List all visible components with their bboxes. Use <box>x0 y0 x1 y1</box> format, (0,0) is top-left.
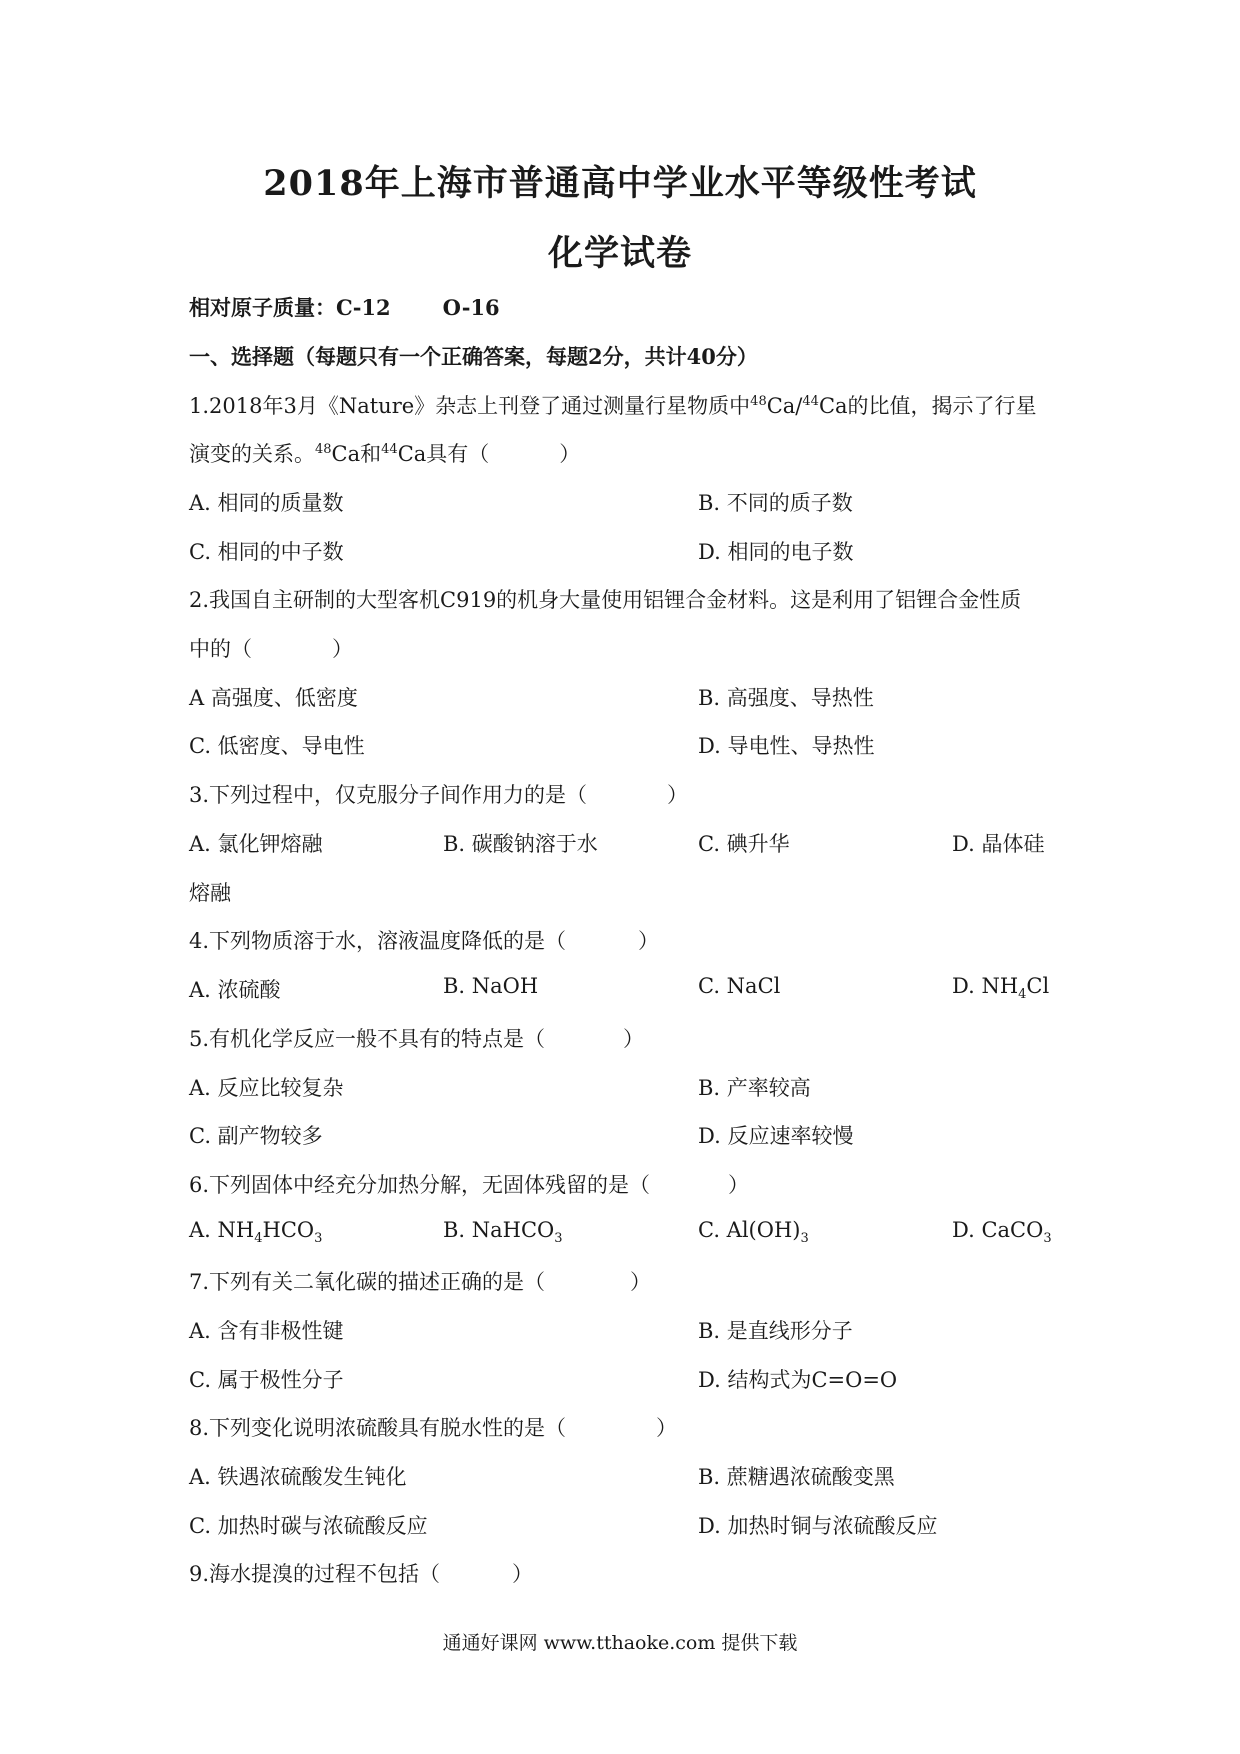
q6-c-pre: C. Al(OH) <box>698 1218 801 1242</box>
q4-option-a[interactable]: A. 浓硫酸 <box>189 978 281 1002</box>
q5-option-c[interactable]: C. 副产物较多 <box>189 1124 323 1148</box>
q7-close-paren: ） <box>630 1270 652 1294</box>
q5-stem-text: 5.有机化学反应一般不具有的特点是（ <box>189 1027 546 1051</box>
q8-stem-text: 8.下列变化说明浓硫酸具有脱水性的是（ <box>189 1416 567 1440</box>
q1-line2-pre: 演变的关系。 <box>189 442 315 466</box>
q4-d-post: Cl <box>1026 974 1050 998</box>
question-2-stem-line2 <box>189 633 353 663</box>
page-subtitle: 化学试卷 <box>547 233 692 274</box>
section-heading: 一、选择题（每题只有一个正确答案，每题2分，共计40分） <box>189 344 758 369</box>
q1-line2-sup-48: 48 <box>315 442 332 457</box>
question-2-stem-line1: 2.我国自主研制的大型客机C919的机身大量使用铝锂合金材料。这是利用了铝锂合金性质 <box>189 588 1022 612</box>
q4-option-c[interactable]: C. NaCl <box>698 974 781 998</box>
q8-option-b[interactable]: B. 蔗糖遇浓硫酸变黑 <box>698 1465 895 1489</box>
q1-sup-48: 48 <box>750 394 767 409</box>
q7-option-b[interactable]: B. 是直线形分子 <box>698 1319 853 1343</box>
q8-option-d[interactable]: D. 加热时铜与浓硫酸反应 <box>698 1514 938 1538</box>
q6-close-paren: ） <box>728 1173 750 1197</box>
q2-option-c[interactable]: C. 低密度、导电性 <box>189 734 365 758</box>
q3-close-paren: ） <box>667 783 689 807</box>
q2-option-d[interactable]: D. 导电性、导热性 <box>698 734 875 758</box>
question-8-stem <box>189 1412 677 1442</box>
q5-option-d[interactable]: D. 反应速率较慢 <box>698 1124 854 1148</box>
q7-option-d[interactable]: D. 结构式为C=O=O <box>698 1368 898 1392</box>
q1-option-c[interactable]: C. 相同的中子数 <box>189 540 344 564</box>
atomic-mass-label: 相对原子质量： <box>189 295 336 320</box>
atomic-mass-line <box>189 292 500 322</box>
q6-d-sub: 3 <box>1043 1231 1052 1247</box>
q4-option-d[interactable] <box>952 974 1049 1002</box>
q7-option-c[interactable]: C. 属于极性分子 <box>189 1368 344 1392</box>
q1-line2-post: Ca具有（ <box>397 442 490 466</box>
q6-d-pre: D. CaCO <box>952 1218 1044 1242</box>
q6-a-sub2: 3 <box>314 1231 323 1247</box>
q3-option-d-continued: 熔融 <box>189 881 231 905</box>
page-footer: 通通好课网 www.tthaoke.com 提供下载 <box>442 1632 798 1654</box>
q1-line2-mid: Ca和 <box>331 442 382 466</box>
q3-option-c[interactable]: C. 碘升华 <box>698 832 790 856</box>
q1-line2-sup-44: 44 <box>381 442 398 457</box>
question-6-stem <box>189 1169 749 1199</box>
q5-option-b[interactable]: B. 产率较高 <box>698 1076 811 1100</box>
q4-d-sub: 4 <box>1018 987 1027 1003</box>
q8-close-paren: ） <box>656 1416 678 1440</box>
q3-option-d[interactable]: D. 晶体硅 <box>952 832 1045 856</box>
q8-option-c[interactable]: C. 加热时碳与浓硫酸反应 <box>189 1514 428 1538</box>
q2-close-paren: ） <box>332 637 353 661</box>
q7-option-a[interactable]: A. 含有非极性键 <box>189 1319 344 1343</box>
q1-text-post: Ca的比值，揭示了行星 <box>818 394 1037 418</box>
atomic-mass-o: O-16 <box>442 295 500 320</box>
q4-option-b[interactable]: B. NaOH <box>443 974 539 998</box>
atomic-mass-c: C-12 <box>336 295 391 320</box>
q6-stem-text: 6.下列固体中经充分加热分解，无固体残留的是（ <box>189 1173 651 1197</box>
q4-d-pre: D. NH <box>952 974 1019 998</box>
q6-b-pre: B. NaHCO <box>443 1218 555 1242</box>
q1-ca: Ca/ <box>766 394 803 418</box>
q2-option-b[interactable]: B. 高强度、导热性 <box>698 686 874 710</box>
q6-a-pre: A. NH <box>189 1218 255 1242</box>
q7-stem-text: 7.下列有关二氧化碳的描述正确的是（ <box>189 1270 546 1294</box>
q6-option-a[interactable] <box>189 1218 322 1246</box>
question-3-stem <box>189 779 688 809</box>
q2-option-a[interactable]: A 高强度、低密度 <box>189 686 358 710</box>
q6-b-sub: 3 <box>554 1231 563 1247</box>
q9-close-paren: ） <box>512 1562 534 1586</box>
q1-close-paren: ） <box>559 442 581 466</box>
question-1-stem-line1 <box>189 390 1037 420</box>
q1-option-b[interactable]: B. 不同的质子数 <box>698 491 853 515</box>
question-4-stem <box>189 925 659 955</box>
question-1-stem-line2 <box>189 438 580 468</box>
q8-option-a[interactable]: A. 铁遇浓硫酸发生钝化 <box>189 1465 407 1489</box>
q6-c-sub: 3 <box>800 1231 809 1247</box>
question-9-stem <box>189 1558 533 1588</box>
q9-stem-text: 9.海水提溴的过程不包括（ <box>189 1562 441 1586</box>
q3-option-b[interactable]: B. 碳酸钠溶于水 <box>443 832 598 856</box>
q1-text: 1.2018年3月《Nature》杂志上刊登了通过测量行星物质中 <box>189 394 751 418</box>
q5-close-paren: ） <box>623 1027 645 1051</box>
q1-sup-44: 44 <box>802 394 819 409</box>
q1-option-d[interactable]: D. 相同的电子数 <box>698 540 854 564</box>
q6-option-c[interactable] <box>698 1218 809 1246</box>
q4-stem-text: 4.下列物质溶于水，溶液温度降低的是（ <box>189 929 567 953</box>
question-5-stem <box>189 1023 644 1053</box>
q6-option-b[interactable] <box>443 1218 563 1246</box>
q2-line2: 中的（ <box>189 637 252 661</box>
page-title: 2018年上海市普通高中学业水平等级性考试 <box>263 163 977 204</box>
q3-option-a[interactable]: A. 氯化钾熔融 <box>189 832 323 856</box>
q4-close-paren: ） <box>638 929 660 953</box>
q6-a-mid: HCO <box>262 1218 315 1242</box>
q1-option-a[interactable]: A. 相同的质量数 <box>189 491 344 515</box>
q6-a-sub1: 4 <box>254 1231 263 1247</box>
q6-option-d[interactable] <box>952 1218 1052 1246</box>
q3-stem-text: 3.下列过程中，仅克服分子间作用力的是（ <box>189 783 588 807</box>
question-7-stem <box>189 1266 651 1296</box>
q5-option-a[interactable]: A. 反应比较复杂 <box>189 1076 344 1100</box>
